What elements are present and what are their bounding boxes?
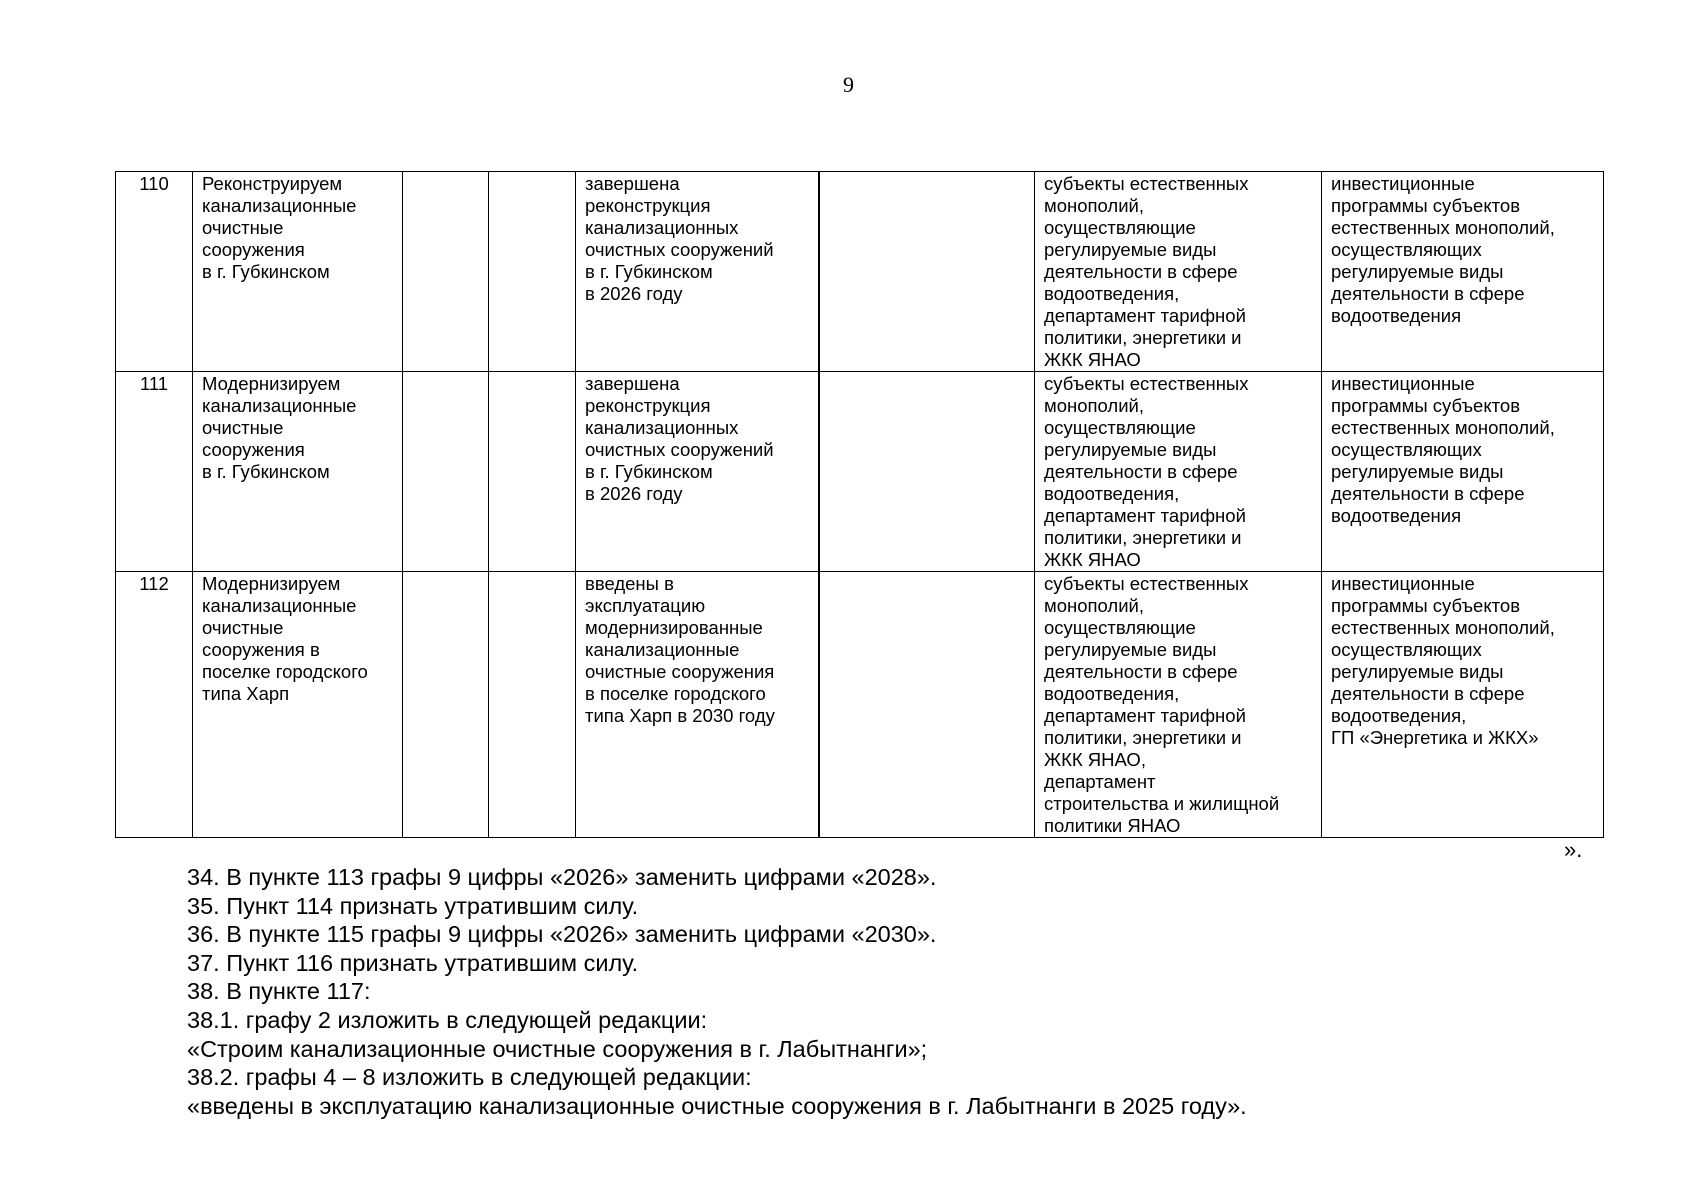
table-row bbox=[116, 172, 1604, 372]
empty-cell bbox=[819, 172, 1035, 372]
result-cell: завершена реконструкция канализационных очистных сооружений в г. Губкинском в 2026 году bbox=[576, 372, 819, 572]
empty-cell bbox=[819, 372, 1035, 572]
table-row bbox=[116, 572, 1604, 838]
row-number: 111 bbox=[116, 372, 193, 572]
page-number: 9 bbox=[843, 72, 854, 97]
amendment-paragraphs bbox=[187, 863, 1607, 1120]
row-number: 112 bbox=[116, 572, 193, 838]
paragraph-item: 38.1. графу 2 изложить в следующей редакции: bbox=[187, 1006, 708, 1033]
paragraph-item: 38. В пункте 117: bbox=[187, 978, 371, 1005]
empty-cell bbox=[489, 572, 576, 838]
paragraph-item: 38.2. графы 4 – 8 изложить в следующей редакции: bbox=[187, 1064, 752, 1091]
executors-cell: субъекты естественных монополий, осуществляющие регулируемые виды деятельности в сфере водоотведения, департамент тарифной политики, энергетики и ЖКК ЯНАО bbox=[1035, 372, 1322, 572]
empty-cell bbox=[489, 172, 576, 372]
executors-cell: субъекты естественных монополий, осуществляющие регулируемые виды деятельности в сфере водоотведения, департамент тарифной политики, энергетики и ЖКК ЯНАО bbox=[1035, 172, 1322, 372]
closing-quote-mark: ». bbox=[1564, 837, 1583, 862]
amendment-table bbox=[115, 171, 1604, 838]
paragraph-item: 37. Пункт 116 признать утратившим силу. bbox=[187, 949, 639, 976]
paragraph-item: 35. Пункт 114 признать утратившим силу. bbox=[187, 892, 639, 919]
result-cell: завершена реконструкция канализационных очистных сооружений в г. Губкинском в 2026 году bbox=[576, 172, 819, 372]
result-cell: введены в эксплуатацию модернизированные канализационные очистные сооружения в поселке городского типа Харп в 2030 году bbox=[576, 572, 819, 838]
event-name-cell: Реконструируем канализационные очистные сооружения в г. Губкинском bbox=[193, 172, 403, 372]
table-row bbox=[116, 372, 1604, 572]
row-number: 110 bbox=[116, 172, 193, 372]
paragraph-item: «Строим канализационные очистные сооружения в г. Лабытнанги»; bbox=[187, 1035, 928, 1062]
empty-cell bbox=[489, 372, 576, 572]
empty-cell bbox=[403, 572, 489, 838]
event-name-cell: Модернизируем канализационные очистные сооружения в поселке городского типа Харп bbox=[193, 572, 403, 838]
empty-cell bbox=[819, 572, 1035, 838]
empty-cell bbox=[403, 372, 489, 572]
sources-cell: инвестиционные программы субъектов естественных монополий, осуществляющих регулируемые виды деятельности в сфере водоотведения bbox=[1322, 172, 1604, 372]
event-name-cell: Модернизируем канализационные очистные сооружения в г. Губкинском bbox=[193, 372, 403, 572]
sources-cell: инвестиционные программы субъектов естественных монополий, осуществляющих регулируемые виды деятельности в сфере водоотведения, ГП «Энергетика и ЖКХ» bbox=[1322, 572, 1604, 838]
executors-cell: субъекты естественных монополий, осуществляющие регулируемые виды деятельности в сфере водоотведения, департамент тарифной политики, энергетики и ЖКК ЯНАО, департамент строительства и жилищной политики ЯНАО bbox=[1035, 572, 1322, 838]
paragraph-item: 34. В пункте 113 графы 9 цифры «2026» заменить цифрами «2028». bbox=[187, 864, 937, 890]
empty-cell bbox=[403, 172, 489, 372]
paragraph-item: 36. В пункте 115 графы 9 цифры «2026» заменить цифрами «2030». bbox=[187, 921, 937, 948]
sources-cell: инвестиционные программы субъектов естественных монополий, осуществляющих регулируемые виды деятельности в сфере водоотведения bbox=[1322, 372, 1604, 572]
paragraph-item: «введены в эксплуатацию канализационные очистные сооружения в г. Лабытнанги в 2025 году». bbox=[187, 1092, 1247, 1119]
